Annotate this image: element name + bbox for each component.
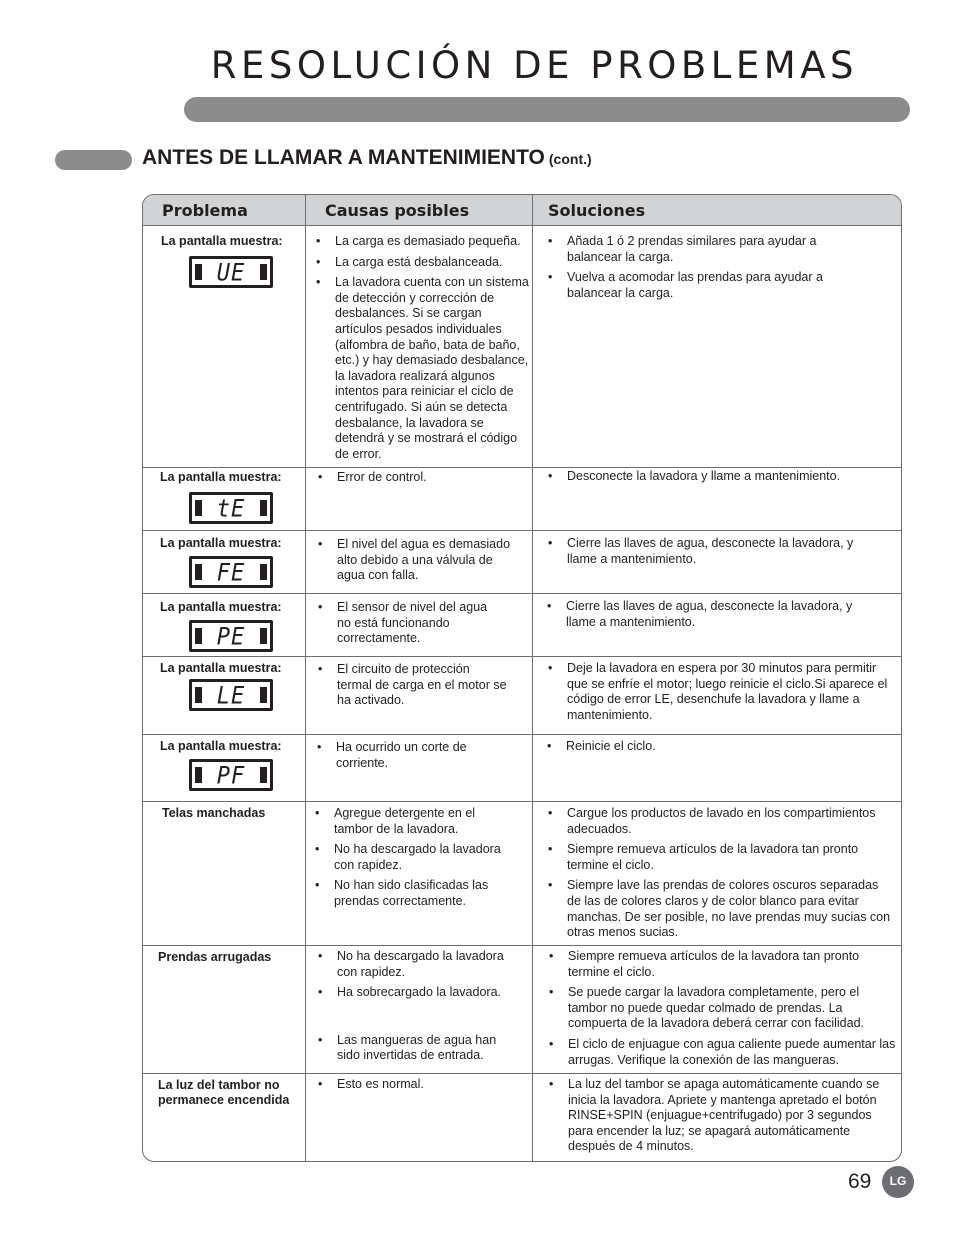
cause-item: • La carga está desbalanceada.: [315, 255, 529, 271]
solution-item: • Cierre las llaves de agua, desconecte la lavadora, y llame a mantenimiento.: [547, 536, 882, 567]
cause-item: • Esto es normal.: [317, 1077, 517, 1093]
causes-list: [316, 740, 486, 776]
error-code-text: UE: [216, 259, 246, 288]
solutions-list: [546, 599, 881, 635]
column-divider: [305, 195, 306, 1161]
row-divider: [143, 593, 901, 594]
error-code-text: PF: [216, 762, 246, 791]
solution-item: • Deje la lavadora en espera por 30 minutos para permitir que se enfríe el motor; luego reinicie el ciclo.Si aparece el código de error LE, desenchufe la lavadora y llame a mantenimiento.: [547, 661, 895, 723]
problem-label: La pantalla muestra:: [160, 470, 282, 484]
solutions-list: [547, 536, 882, 572]
display-error-code: [189, 556, 273, 588]
problem-label: La pantalla muestra:: [160, 739, 282, 753]
title-underline-bar: [184, 97, 910, 122]
solution-item: • La luz del tambor se apaga automáticamente cuando se inicia la lavadora. Apriete y mantenga apretado el botón RINSE+SPIN (enjuague+centrifugado) por 3 segundos para encender la luz; se apagará automáticamente después de 4 minutos.: [548, 1077, 888, 1155]
cause-item: • Agregue detergente en el tambor de la lavadora.: [314, 806, 514, 837]
section-marker-pill: [55, 150, 132, 170]
display-error-code: [189, 759, 273, 791]
display-error-code: [189, 256, 273, 288]
row-divider: [143, 734, 901, 735]
problem-label: Prendas arrugadas: [158, 950, 272, 964]
lg-logo-icon: [882, 1166, 914, 1198]
row-divider: [143, 801, 901, 802]
header-solutions: Soluciones: [548, 201, 646, 220]
causes-list: [317, 662, 507, 714]
solution-item: • Añada 1 ó 2 prendas similares para ayudar a balancear la carga.: [547, 234, 847, 265]
solution-item: • Reinicie el ciclo.: [546, 739, 866, 755]
cause-item: • No han sido clasificadas las prendas correctamente.: [314, 878, 514, 909]
solutions-list: [547, 806, 893, 946]
display-error-code: [189, 620, 273, 652]
solution-item: • Siempre remueva artículos de la lavadora tan pronto termine el ciclo.: [548, 949, 898, 980]
table-header-row: [143, 195, 901, 226]
solution-item: • Siempre lave las prendas de colores oscuros separadas de las de colores claros y de color blanco para evitar manchas. De ser posible, no lave prendas muy sucias con otras menos sucias.: [547, 878, 893, 940]
cause-item: • Las mangueras de agua han sido invertidas de entrada.: [317, 1033, 517, 1064]
row-divider: [143, 656, 901, 657]
column-divider: [532, 195, 533, 1161]
causes-list: [317, 600, 502, 652]
cause-item: • Error de control.: [317, 470, 527, 486]
solution-item: • El ciclo de enjuague con agua caliente puede aumentar las arrugas. Verifique la conexión de las mangueras.: [548, 1037, 898, 1068]
problem-label: La pantalla muestra:: [160, 536, 282, 550]
solutions-list: [548, 949, 898, 1073]
cause-item: • El circuito de protección termal de carga en el motor se ha activado.: [317, 662, 507, 709]
solution-item: • Cargue los productos de lavado en los compartimientos adecuados.: [547, 806, 893, 837]
problem-label: La pantalla muestra:: [160, 661, 282, 675]
problem-label: La pantalla muestra:: [161, 234, 283, 248]
logo-text: LG: [889, 1174, 907, 1188]
cause-item: • No ha descargado la lavadora con rapidez.: [317, 949, 517, 980]
error-code-text: LE: [216, 682, 246, 711]
section-heading-text: ANTES DE LLAMAR A MANTENIMIENTO: [142, 146, 545, 169]
cause-item: • Ha sobrecargado la lavadora.: [317, 985, 517, 1001]
header-problem: Problema: [162, 201, 248, 220]
causes-list: [314, 806, 514, 915]
cause-item: • No ha descargado la lavadora con rapidez.: [314, 842, 514, 873]
causes-list: [317, 537, 517, 589]
cause-item: • El nivel del agua es demasiado alto debido a una válvula de agua con falla.: [317, 537, 517, 584]
cause-item: • El sensor de nivel del agua no está funcionando correctamente.: [317, 600, 502, 647]
causes-list: [317, 1077, 517, 1098]
solutions-list: [547, 234, 847, 306]
header-causes: Causas posibles: [325, 201, 470, 220]
solution-item: • Cierre las llaves de agua, desconecte la lavadora, y llame a mantenimiento.: [546, 599, 881, 630]
error-code-text: tE: [216, 495, 246, 524]
page-title: RESOLUCIÓN DE PROBLEMAS: [210, 44, 858, 87]
section-heading: [142, 146, 592, 170]
solutions-list: [548, 1077, 888, 1160]
troubleshooting-table: [142, 194, 902, 1162]
solutions-list: [547, 469, 887, 490]
cause-item: • La carga es demasiado pequeña.: [315, 234, 529, 250]
causes-list: [317, 949, 517, 1069]
cause-item: • Ha ocurrido un corte de corriente.: [316, 740, 486, 771]
display-error-code: [189, 492, 273, 524]
display-error-code: [189, 679, 273, 711]
solution-item: • Siempre remueva artículos de la lavadora tan pronto termine el ciclo.: [547, 842, 893, 873]
cause-item: • La lavadora cuenta con un sistema de detección y corrección de desbalances. Si se cargan artículos pesados individuales (alfombra de baño, bata de baño, etc.) y hay demasiado desbalance, la lavadora realizará algunos intentos para reiniciar el ciclo de centrifugado. Si aún se detecta desbalance, la lavadora se detendrá y se mostrará el código de error.: [315, 275, 529, 462]
problem-label: La luz del tambor no permanece encendida: [158, 1078, 290, 1107]
error-code-text: PE: [216, 623, 246, 652]
section-heading-suffix: (cont.): [548, 151, 592, 167]
page-number: 69: [848, 1170, 872, 1193]
problem-label: Telas manchadas: [162, 806, 266, 820]
solution-item: • Vuelva a acomodar las prendas para ayudar a balancear la carga.: [547, 270, 847, 301]
problem-label: La pantalla muestra:: [160, 600, 282, 614]
solution-item: • Se puede cargar la lavadora completamente, pero el tambor no puede quedar colmado de prendas. La compuerta de la lavadora deberá cerrar con facilidad.: [548, 985, 898, 1032]
solution-item: • Desconecte la lavadora y llame a mantenimiento.: [547, 469, 887, 485]
error-code-text: FE: [216, 559, 246, 588]
row-divider: [143, 530, 901, 531]
solutions-list: [547, 661, 895, 728]
causes-list: [315, 234, 529, 467]
causes-list: [317, 470, 527, 491]
solutions-list: [546, 739, 866, 760]
